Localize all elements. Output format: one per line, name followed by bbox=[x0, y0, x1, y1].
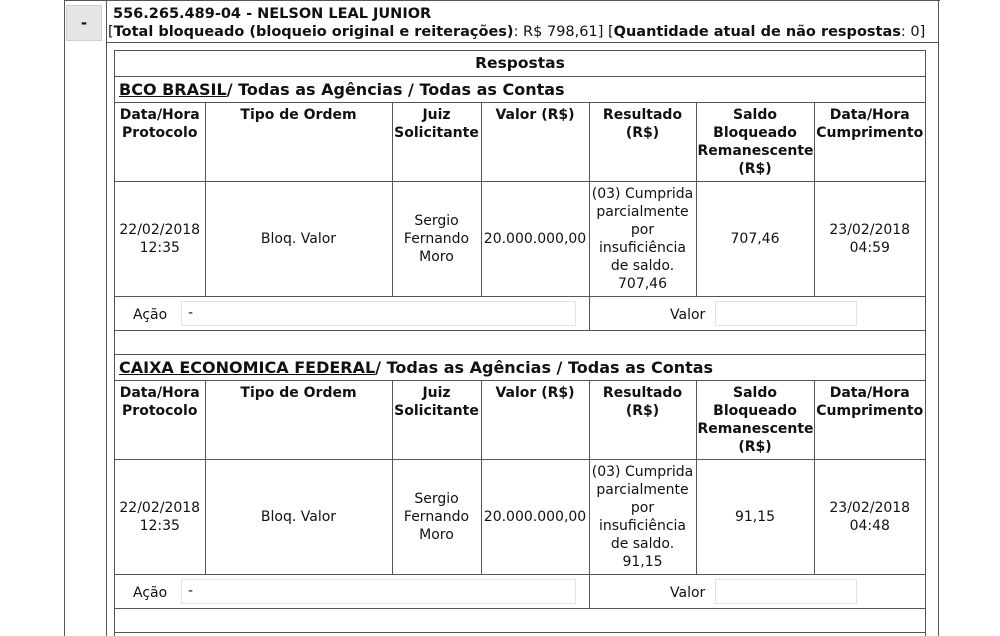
responses-title: Respostas bbox=[115, 51, 925, 77]
outer-left-border bbox=[64, 0, 65, 636]
col-resultado: Resultado (R$) bbox=[589, 103, 696, 182]
cell-saldo: 707,46 bbox=[696, 182, 814, 297]
col-resultado: Resultado (R$) bbox=[589, 381, 696, 460]
cell-saldo: 91,15 bbox=[696, 460, 814, 575]
valor-field[interactable] bbox=[715, 301, 857, 326]
action-row bbox=[115, 575, 925, 609]
bank-header bbox=[115, 77, 925, 103]
col-juiz: Juiz Solicitante bbox=[392, 381, 481, 460]
collapse-button[interactable]: - bbox=[66, 5, 102, 41]
col-juiz: Juiz Solicitante bbox=[392, 103, 481, 182]
count-value: : 0] bbox=[900, 24, 926, 40]
cell-resultado: (03) Cumprida parcialmente por insuficiência de saldo. 91,15 bbox=[589, 460, 696, 575]
inner-left-border bbox=[106, 0, 107, 636]
action-divider bbox=[589, 575, 590, 609]
valor-label: Valor bbox=[670, 585, 706, 601]
response-table bbox=[115, 103, 925, 297]
cell-valor: 20.000.000,00 bbox=[481, 182, 589, 297]
action-field[interactable]: - bbox=[181, 301, 576, 326]
action-label: Ação bbox=[133, 585, 168, 601]
person-title: 556.265.489-04 - NELSON LEAL JUNIOR bbox=[113, 6, 432, 22]
response-table bbox=[115, 381, 925, 575]
action-label: Ação bbox=[133, 307, 168, 323]
action-field[interactable]: - bbox=[181, 579, 576, 604]
cell-valor: 20.000.000,00 bbox=[481, 460, 589, 575]
table-header-row bbox=[115, 381, 925, 460]
col-saldo: Saldo Bloqueado Remanescente (R$) bbox=[696, 381, 814, 460]
blocked-summary: [Total bloqueado (bloqueio original e reiterações): R$ 798,61] [Quantidade atual de não respostas: 0] bbox=[108, 24, 926, 40]
table-row bbox=[115, 182, 925, 297]
responses-panel bbox=[114, 50, 926, 636]
col-saldo: Saldo Bloqueado Remanescente (R$) bbox=[696, 103, 814, 182]
col-tipo: Tipo de Ordem bbox=[205, 103, 392, 182]
valor-field[interactable] bbox=[715, 579, 857, 604]
cell-juiz: Sergio Fernando Moro bbox=[392, 460, 481, 575]
table-header-row bbox=[115, 103, 925, 182]
cell-protocolo: 22/02/2018 12:35 bbox=[115, 460, 205, 575]
col-protocolo: Data/Hora Protocolo bbox=[115, 381, 205, 460]
section-spacer bbox=[115, 331, 925, 355]
section-spacer bbox=[115, 609, 925, 633]
col-valor: Valor (R$) bbox=[481, 103, 589, 182]
header-divider bbox=[106, 42, 938, 43]
outer-top-border bbox=[64, 0, 940, 1]
count-label: Quantidade atual de não respostas bbox=[613, 24, 901, 40]
cell-cumprimento: 23/02/2018 04:48 bbox=[814, 460, 925, 575]
cell-cumprimento: 23/02/2018 04:59 bbox=[814, 182, 925, 297]
bank-header bbox=[115, 355, 925, 381]
bank-scope: / Todas as Agências / Todas as Contas bbox=[375, 358, 714, 377]
col-tipo: Tipo de Ordem bbox=[205, 381, 392, 460]
valor-label: Valor bbox=[670, 307, 706, 323]
bank-name[interactable]: CAIXA ECONOMICA FEDERAL bbox=[119, 358, 376, 377]
col-cumprimento: Data/Hora Cumprimento bbox=[814, 381, 925, 460]
total-label: Total bloqueado (bloqueio original e reiterações) bbox=[113, 24, 514, 40]
cell-juiz: Sergio Fernando Moro bbox=[392, 182, 481, 297]
bank-name[interactable]: BCO BRASIL bbox=[119, 80, 227, 99]
cell-tipo: Bloq. Valor bbox=[205, 460, 392, 575]
cell-resultado: (03) Cumprida parcialmente por insuficiência de saldo. 707,46 bbox=[589, 182, 696, 297]
total-value: : R$ 798,61] bbox=[513, 24, 604, 40]
cell-tipo: Bloq. Valor bbox=[205, 182, 392, 297]
bank-scope: / Todas as Agências / Todas as Contas bbox=[226, 80, 565, 99]
action-divider bbox=[589, 297, 590, 331]
action-row bbox=[115, 297, 925, 331]
table-row bbox=[115, 460, 925, 575]
col-protocolo: Data/Hora Protocolo bbox=[115, 103, 205, 182]
outer-right-border bbox=[938, 0, 939, 636]
col-cumprimento: Data/Hora Cumprimento bbox=[814, 103, 925, 182]
cell-protocolo: 22/02/2018 12:35 bbox=[115, 182, 205, 297]
col-valor: Valor (R$) bbox=[481, 381, 589, 460]
